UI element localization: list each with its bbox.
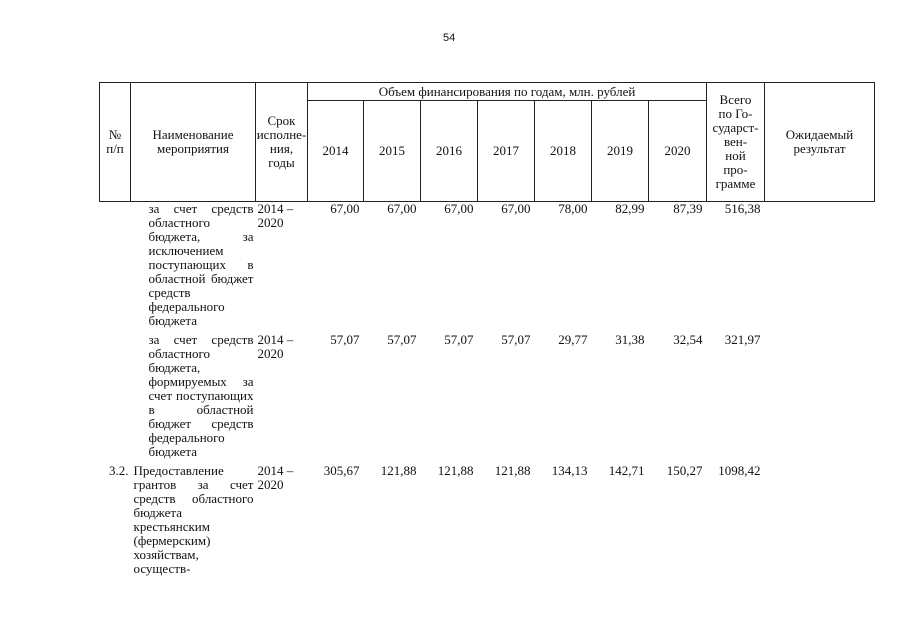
- value-cell: 82,99: [615, 201, 645, 216]
- total-cell: 321,97: [724, 332, 761, 347]
- value-cell: 78,00: [558, 201, 588, 216]
- header-result: Ожидаемый результат: [765, 83, 875, 202]
- page-number: 54: [443, 32, 456, 44]
- header-year: 2018: [535, 101, 592, 202]
- total-cell: 1098,42: [718, 463, 761, 478]
- result-cell: [765, 333, 875, 464]
- value-cell: 134,13: [551, 463, 588, 478]
- value-cell: 31,38: [615, 332, 645, 347]
- row-name: за счет средств областного бюджета, за исключением поступающих в областной бюджет средств федерального бюджета: [148, 201, 254, 328]
- value-cell: 57,07: [501, 332, 531, 347]
- row-number: 3.2.: [109, 463, 129, 478]
- value-cell: 67,00: [501, 201, 531, 216]
- total-cell: 516,38: [724, 201, 761, 216]
- value-cell: 142,71: [608, 463, 645, 478]
- table-row: [100, 202, 875, 333]
- value-cell: 32,54: [673, 332, 703, 347]
- value-cell: 67,00: [330, 201, 360, 216]
- value-cell: 67,00: [387, 201, 417, 216]
- result-cell: [765, 464, 875, 584]
- header-funding-group: Объем финансирования по годам, млн. рублей: [308, 83, 707, 101]
- value-cell: 29,77: [558, 332, 588, 347]
- header-year: 2016: [421, 101, 478, 202]
- header-year: 2014: [308, 101, 364, 202]
- value-cell: 87,39: [673, 201, 703, 216]
- header-year: 2015: [364, 101, 421, 202]
- result-cell: [765, 202, 875, 333]
- table-row: [100, 464, 875, 584]
- value-cell: 150,27: [666, 463, 703, 478]
- row-term: 2014 – 2020: [257, 463, 294, 492]
- header-year: 2019: [592, 101, 649, 202]
- header-name: Наименование мероприятия: [131, 83, 256, 202]
- value-cell: 57,07: [330, 332, 360, 347]
- value-cell: 121,88: [380, 463, 417, 478]
- table-row: [100, 333, 875, 464]
- header-total: Всего по Го- сударст- вен- ной про- грамме: [707, 83, 765, 202]
- row-name: за счет средств областного бюджета, формируемых за счет поступающих в областной бюджет средств федерального бюджета: [148, 332, 254, 459]
- row-number: [100, 202, 131, 333]
- value-cell: 121,88: [437, 463, 474, 478]
- header-year: 2017: [478, 101, 535, 202]
- financing-table: [99, 82, 875, 584]
- header-num: № п/п: [100, 83, 131, 202]
- header-year: 2020: [649, 101, 707, 202]
- row-name: Предоставление грантов за счет средств областного бюджета крестьянским (фермерским) хозяйствам, осуществ-: [133, 463, 254, 576]
- value-cell: 121,88: [494, 463, 531, 478]
- value-cell: 57,07: [387, 332, 417, 347]
- value-cell: 305,67: [323, 463, 360, 478]
- row-number: [100, 333, 131, 464]
- row-term: 2014 – 2020: [257, 332, 294, 361]
- row-term: 2014 – 2020: [257, 201, 294, 230]
- value-cell: 57,07: [444, 332, 474, 347]
- value-cell: 67,00: [444, 201, 474, 216]
- header-term: Срок исполне- ния, годы: [256, 83, 308, 202]
